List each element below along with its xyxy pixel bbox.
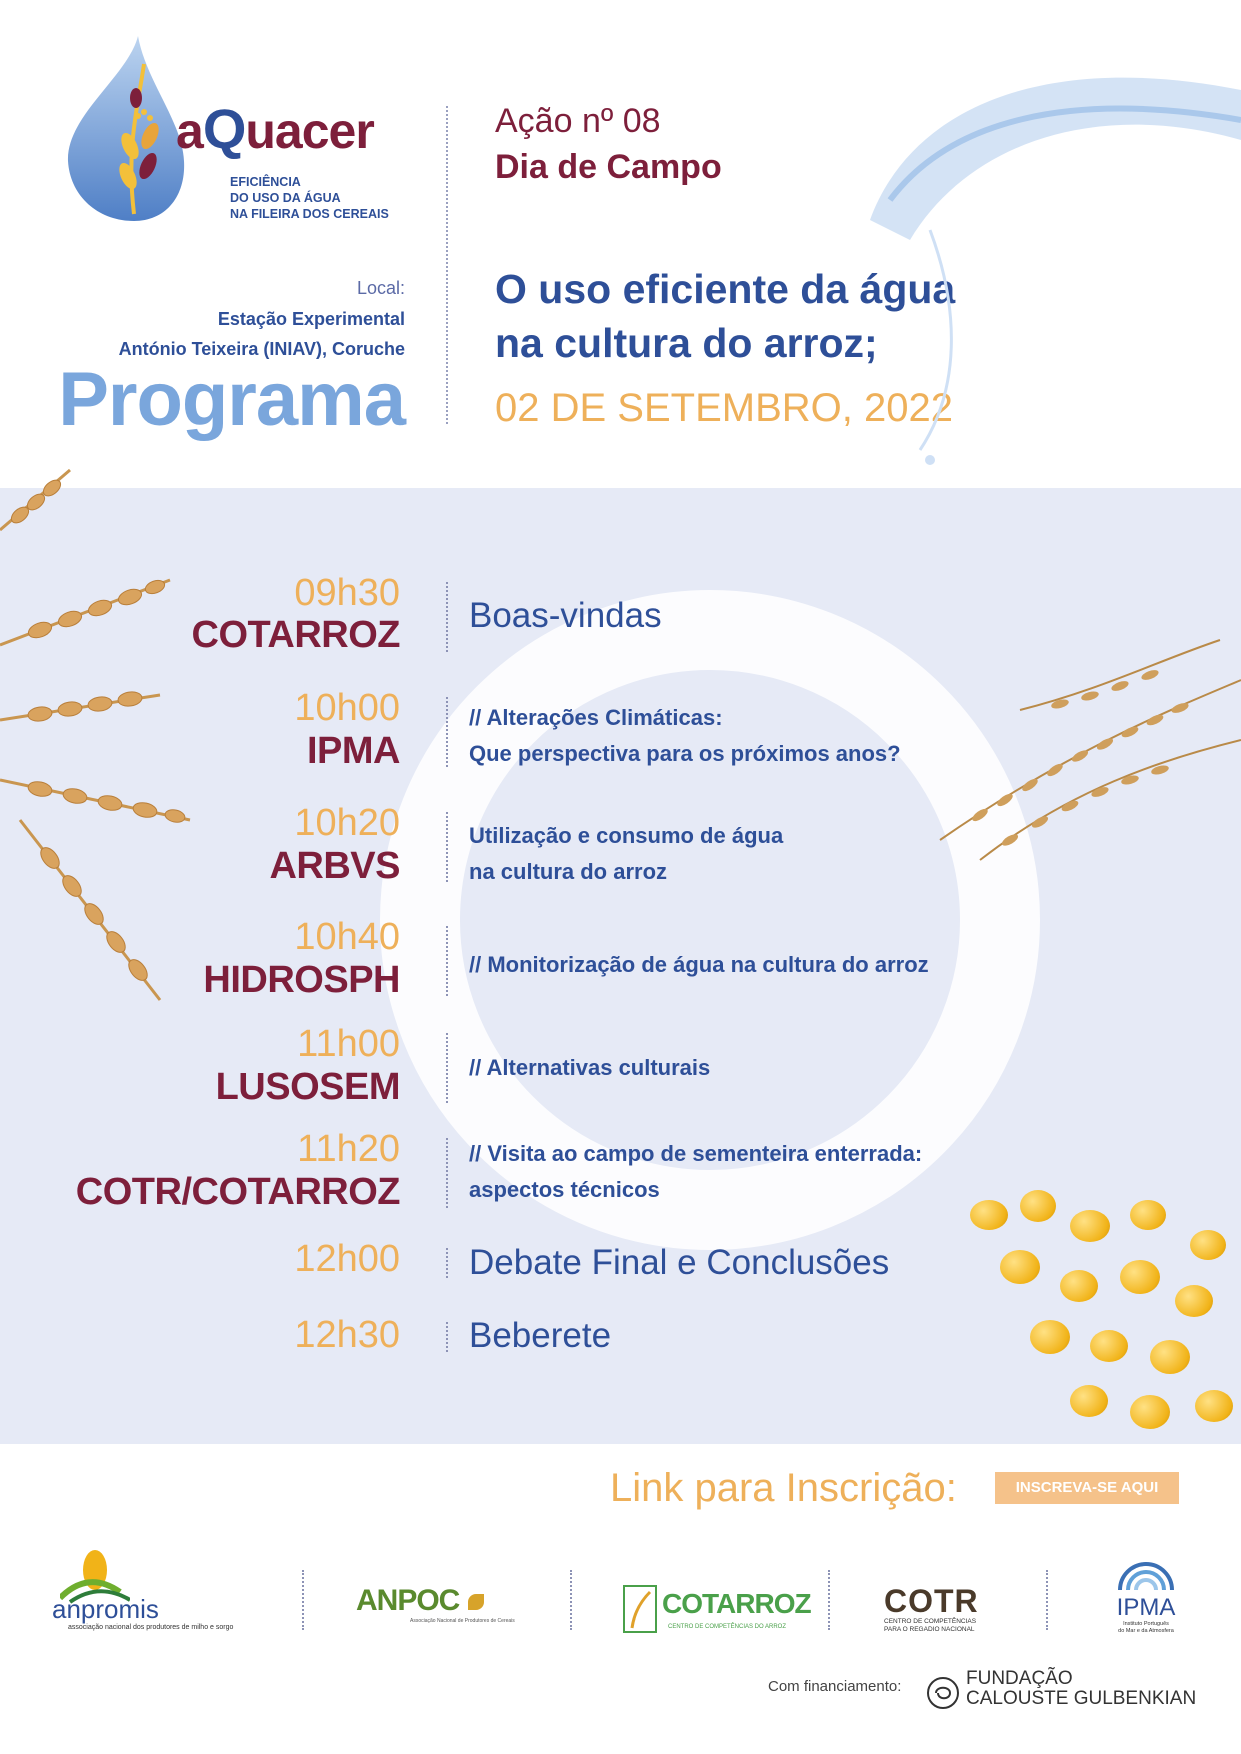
action-number: Ação nº 08 [495,102,661,140]
registration-label: Link para Inscrição: [610,1466,957,1510]
ipma-tagline-2: do Mar e da Atmosfera [1118,1628,1174,1634]
schedule-description: // Alterações Climáticas: Que perspectiva para os próximos anos? [469,705,901,766]
anpoc-name: ANPOC [356,1584,460,1617]
schedule-organizer: COTR/COTARROZ [75,1171,400,1213]
schedule-description: Boas-vindas [469,596,662,635]
schedule-time: 11h20 [297,1128,400,1170]
schedule-divider [446,1033,448,1103]
schedule-description: Utilização e consumo de água na cultura do arroz [469,823,784,884]
wheat-ears-decoration [0,460,240,1020]
ipma-arcs-icon [1116,1562,1176,1590]
schedule-organizer: LUSOSEM [215,1066,400,1108]
schedule-time: 11h00 [297,1023,400,1065]
logo [66,36,186,226]
schedule-divider [446,1138,448,1208]
logo-wordmark: aQuacer [176,97,374,160]
schedule-description: Beberete [469,1316,612,1355]
anpoc-tagline: Associação Nacional de Produtores de Cereais [410,1618,515,1624]
schedule-organizer: ARBVS [269,845,400,887]
schedule-organizer: COTARROZ [191,614,400,656]
cotarroz-tagline: CENTRO DE COMPETÊNCIAS DO ARROZ [668,1624,787,1630]
ipma-tagline-1: Instituto Português [1123,1621,1169,1627]
schedule-divider [446,582,448,652]
water-drop-icon [66,36,186,226]
gulbenkian-logo-icon [926,1676,960,1710]
headline: O uso eficiente da água na cultura do arroz; [495,266,956,366]
funding-organization: FUNDAÇÃO CALOUSTE GULBENKIAN [966,1668,1197,1709]
partner-ipma [1106,1562,1186,1642]
schedule-time: 09h30 [294,572,400,614]
schedule-time: 12h00 [294,1238,400,1280]
schedule-divider [446,1322,448,1352]
cotr-tagline-2: PARA O REGADIO NACIONAL [884,1626,975,1633]
schedule-organizer: IPMA [307,730,400,772]
header-divider [446,106,448,424]
location-label: Local: [356,278,405,298]
schedule-divider [446,1248,448,1278]
schedule-divider [446,812,448,882]
schedule-divider [446,926,448,996]
schedule-time: 10h20 [294,802,400,844]
funding-label: Com financiamento: [768,1678,902,1695]
partner-anpromis [52,1548,252,1631]
partner-anpoc [356,1584,516,1634]
rice-panicle-decoration [920,620,1241,880]
partner-divider [1046,1570,1048,1630]
leaf-icon [468,1594,484,1610]
event-date: 02 DE SETEMBRO, 2022 [495,386,953,430]
location-value: Estação Experimental António Teixeira (INIAV), Coruche [118,309,405,359]
register-button[interactable]: INSCREVA-SE AQUI [995,1472,1179,1504]
cotr-name: COTR [884,1583,979,1619]
partner-divider [828,1570,830,1630]
schedule-description: // Visita ao campo de sementeira enterrada: aspectos técnicos [469,1141,923,1202]
schedule-description: // Alternativas culturais [469,1055,711,1080]
page-title: Programa [58,357,405,442]
schedule-description: Debate Final e Conclusões [469,1243,890,1282]
action-type: Dia de Campo [495,148,722,186]
partner-cotr [884,1584,994,1640]
schedule-time: 12h30 [294,1314,400,1356]
schedule-divider [446,697,448,767]
schedule-organizer: HIDROSPH [203,959,400,1001]
rice-plant-icon [622,1584,658,1634]
cotr-tagline-1: CENTRO DE COMPETÊNCIAS [884,1618,977,1625]
anpromis-name: anpromis [52,1594,159,1624]
partner-cotarroz [622,1584,811,1638]
logo-subtitle: EFICIÊNCIA DO USO DA ÁGUA NA FILEIRA DOS CEREAIS [230,175,389,221]
partner-divider [302,1570,304,1630]
schedule-time: 10h00 [294,687,400,729]
cotarroz-name: COTARROZ [662,1588,811,1619]
anpromis-tagline: associação nacional dos produtores de milho e sorgo [68,1624,234,1631]
partner-divider [570,1570,572,1630]
schedule-description: // Monitorização de água na cultura do arroz [469,952,929,977]
schedule-time: 10h40 [294,916,400,958]
corn-kernels-decoration [960,1190,1241,1450]
ipma-name: IPMA [1116,1594,1176,1621]
